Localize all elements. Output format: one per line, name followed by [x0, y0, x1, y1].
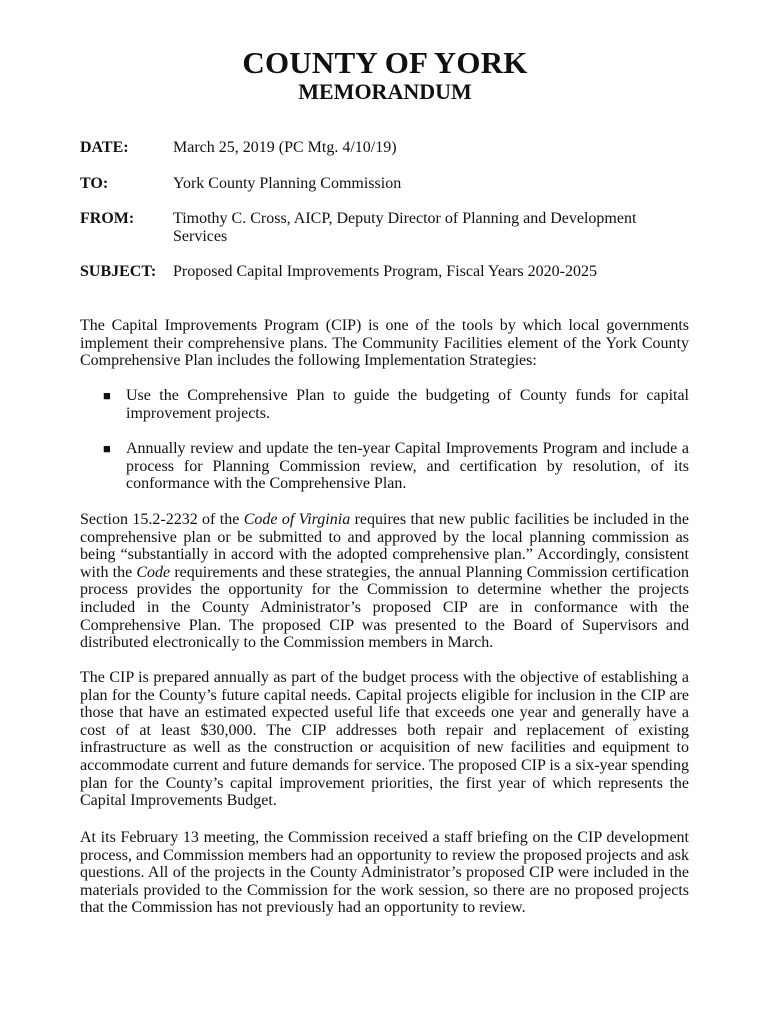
to-label: TO:	[80, 175, 109, 192]
section-text-1: Section 15.2-2232 of the	[80, 511, 244, 528]
bullet-text: Annually review and update the ten-year Capital Improvements Program and include a process for Planning Commission review, and certification by resolution, of its conformance with the Comprehensive Plan.	[126, 440, 689, 493]
from-value: Timothy C. Cross, AICP, Deputy Director of Planning and Development Services	[173, 210, 637, 245]
subject-value: Proposed Capital Improvements Program, Fiscal Years 2020-2025	[173, 263, 597, 280]
bullet-icon: ■	[103, 441, 111, 456]
subject-label: SUBJECT:	[80, 263, 157, 280]
cip-paragraph: The CIP is prepared annually as part of the budget process with the objective of establishing a plan for the County’s future capital needs. Capital projects eligible for inclusion in the CIP are those that have an estimated expected useful life that exceeds one year and generally have a cost of at least $30,000. The CIP addresses both repair and replacement of existing infrastructure as well as the construction or acquisition of new facilities and equipment to accommodate current and future demands for service. The proposed CIP is a six-year spending plan for the County’s capital improvement priorities, the first year of which represents the Capital Improvements Budget.	[80, 669, 689, 810]
meeting-paragraph: At its February 13 meeting, the Commission received a staff briefing on the CIP development process, and Commission members had an opportunity to review the proposed projects and ask questions. All of the projects in the County Administrator’s proposed CIP were included in the materials provided to the Commission for the work session, so there are no proposed projects that the Commission has not previously had an opportunity to review.	[80, 829, 689, 917]
bullet-icon: ■	[103, 388, 111, 403]
date-value: March 25, 2019 (PC Mtg. 4/10/19)	[173, 139, 397, 156]
from-label: FROM:	[80, 210, 135, 227]
intro-paragraph: The Capital Improvements Program (CIP) is one of the tools by which local governments implement their comprehensive plans. The Community Facilities element of the York County Comprehensive Plan includes the following Implementation Strategies:	[80, 317, 689, 370]
code-ref: Code	[136, 563, 171, 581]
section-paragraph	[80, 511, 689, 652]
date-label: DATE:	[80, 139, 129, 156]
to-value: York County Planning Commission	[173, 175, 402, 192]
document-subtitle: MEMORANDUM	[298, 79, 472, 104]
code-of-virginia-ref: Code of Virginia	[243, 511, 351, 528]
document-title: COUNTY OF YORK	[242, 45, 528, 80]
section-text-3: requirements and these strategies, the annual Planning Commission certification process provides the opportunity for the Commission to determine whether the projects included in the County Administrator’s proposed CIP are in conformance with the Comprehensive Plan. The proposed CIP was presented to the Board of Supervisors and distributed electronically to the Commission members in March.	[80, 563, 689, 652]
bullet-text: Use the Comprehensive Plan to guide the budgeting of County funds for capital improvement projects.	[126, 387, 689, 422]
section-text-2: requires that new public facilities be included in the comprehensive plan or be submitted to and approved by the local planning commission as being “substantially in accord with the adopted comprehensive plan.” Accordingly, consistent with the	[80, 511, 689, 581]
